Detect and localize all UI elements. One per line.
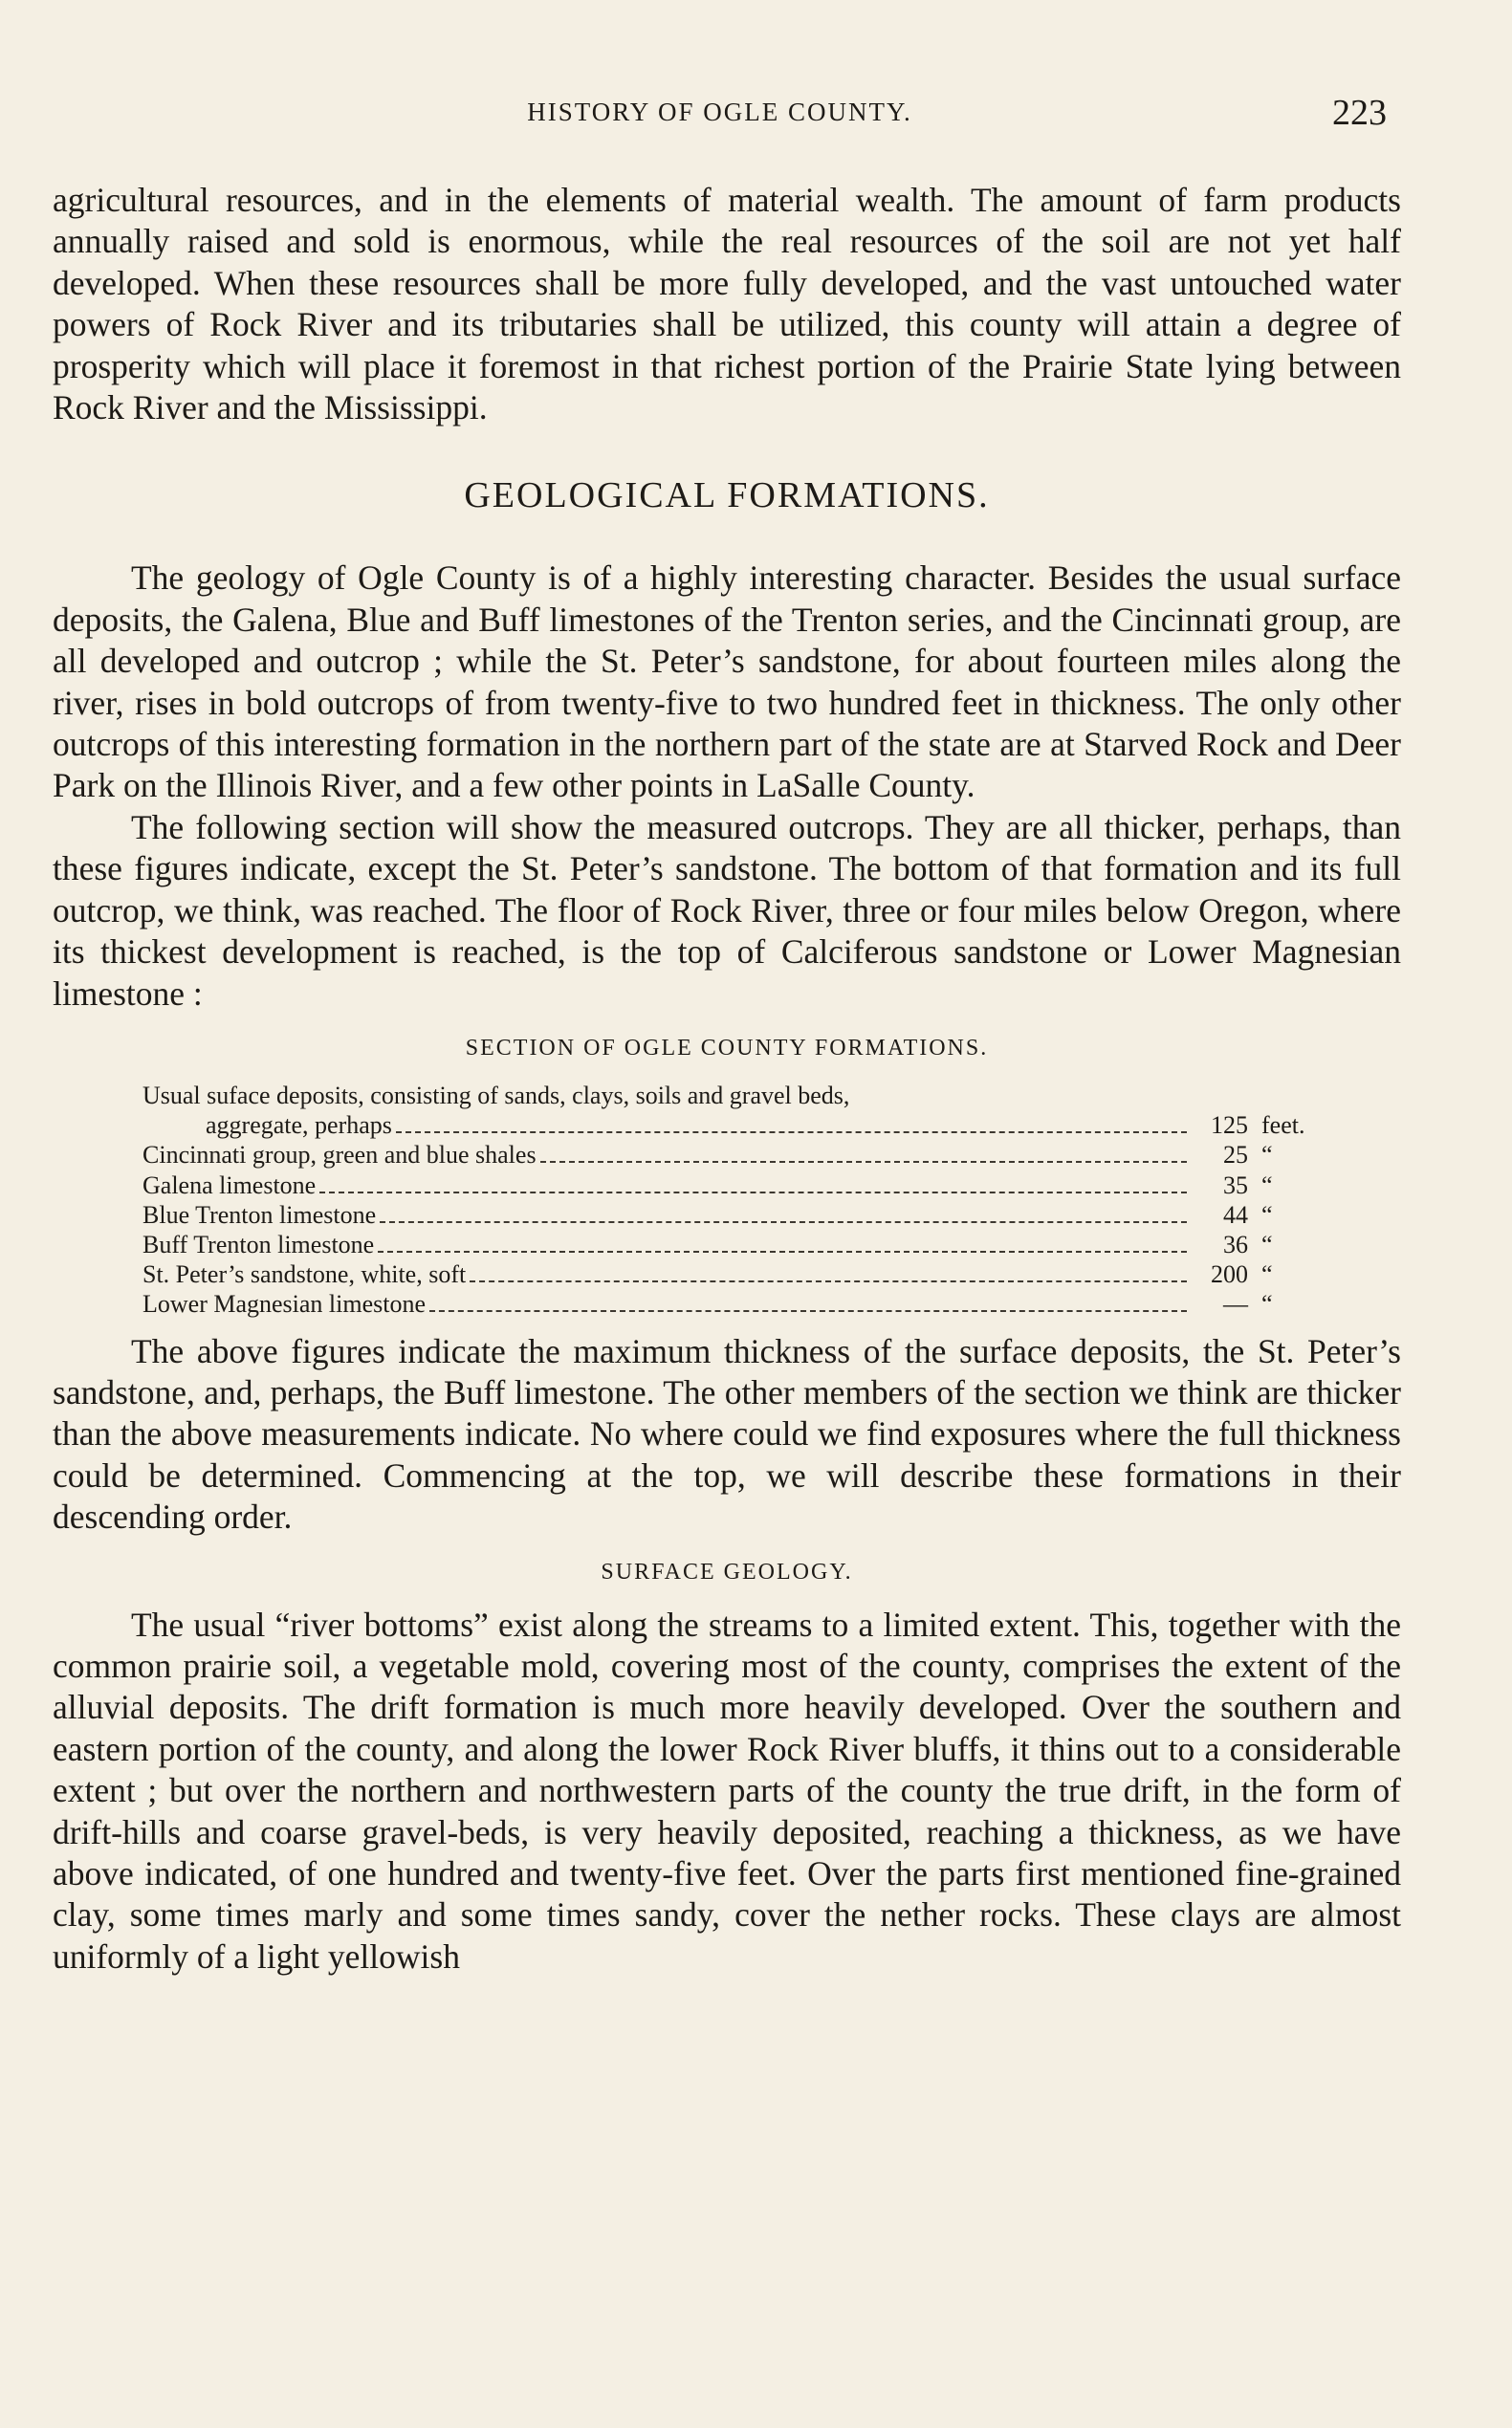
table-row-cincinnati	[142, 1140, 1349, 1170]
table-row-st-peters	[142, 1259, 1349, 1289]
page-number: 223	[1332, 93, 1387, 133]
table-row-unit: feet.	[1261, 1111, 1305, 1140]
table-row-value: 35	[1223, 1170, 1248, 1199]
running-title: HISTORY OF OGLE COUNTY.	[527, 98, 912, 126]
dotted-leader	[396, 1131, 1187, 1133]
table-row-galena	[142, 1170, 1349, 1200]
table-row-value: 36	[1223, 1230, 1248, 1258]
table-row-intro	[142, 1081, 1349, 1110]
table-row-value: 200	[1211, 1260, 1248, 1289]
surface-geology-heading: SURFACE GEOLOGY.	[601, 1559, 853, 1585]
after-table-paragraph: The above figures indicate the maximum thickness of the surface deposits, the St. Peter’s sandstone, and, perhaps, the Buff limestone. The other members of the section we think are thicker than the above measurements indicate. No where could we find exposures where the full thickness could be determined. Commencing at the top, we will describe these formations in their descending order.	[53, 1331, 1401, 1537]
surface-geology-paragraph: The usual “river bottoms” exist along the streams to a limited extent. This, together with the common prairie soil, a vegetable mold, covering most of the county, comprises the extent of the alluvial deposits. The drift formation is much more heavily developed. Over the southern and eastern portion of the county, and along the lower Rock River bluffs, it thins out to a considerable extent ; but over the northern and northwestern parts of the county the true drift, in the form of drift-hills and coarse gravel-beds, is very heavily deposited, reaching a thickness, as we have above indicated, of one hundred and twenty-five feet. Over the parts first mentioned fine-grained clay, some times marly and some times sandy, cover the nether rocks. These clays are almost uniformly of a light yellowish	[53, 1605, 1401, 1976]
running-head	[53, 92, 1387, 140]
table-row-label: Blue Trenton limestone	[142, 1200, 377, 1229]
table-row-label: Buff Trenton limestone	[142, 1230, 375, 1258]
dotted-leader	[540, 1161, 1187, 1163]
page-body	[53, 180, 1401, 1978]
table-row-label: Usual suface deposits, consisting of sands, clays, soils and gravel beds,	[142, 1081, 850, 1109]
intro-paragraph: agricultural resources, and in the elements of material wealth. The amount of farm products annually raised and sold is enormous, while the real resources of the soil are not yet half developed. When these resources shall be more fully developed, and the vast untouched water powers of Rock River and its tributaries shall be utilized, this county will attain a degree of prosperity which will place it foremost in that richest portion of the Prairie State lying between Rock River and the Mississippi.	[53, 181, 1401, 427]
table-row-blue-trenton	[142, 1200, 1349, 1230]
table-row-lower-magnesian	[142, 1289, 1349, 1319]
formations-table	[142, 1081, 1349, 1320]
table-row-label: Lower Magnesian limestone	[142, 1290, 427, 1319]
table-row-unit: “	[1261, 1290, 1273, 1319]
table-row-unit: “	[1261, 1141, 1273, 1170]
table-row-value: —	[1223, 1290, 1248, 1319]
table-row-unit: “	[1261, 1230, 1273, 1258]
dotted-leader	[378, 1251, 1187, 1253]
table-row-value: 44	[1223, 1200, 1248, 1229]
table-row-unit: “	[1261, 1170, 1273, 1199]
table-row-value: 125	[1211, 1111, 1248, 1140]
section-table-title: SECTION OF OGLE COUNTY FORMATIONS.	[465, 1035, 989, 1061]
dotted-leader	[319, 1192, 1187, 1193]
geology-paragraph-1: The geology of Ogle County is of a highly interesting character. Besides the usual surface deposits, the Galena, Blue and Buff limestones of the Trenton series, and the Cincinnati group, are all developed and outcrop ; while the St. Peter’s sandstone, for about fourteen miles along the river, rises in bold outcrops of from twenty-five to two hundred feet in thickness. The only other outcrops of this interesting formation in the northern part of the state are at Starved Rock and Deer Park on the Illinois River, and a few other points in LaSalle County.	[53, 558, 1401, 805]
geological-formations-heading: GEOLOGICAL FORMATIONS.	[464, 475, 990, 516]
geology-paragraph-2: The following section will show the measured outcrops. They are all thicker, perhaps, than these figures indicate, except the St. Peter’s sandstone. The bottom of that formation and its full outcrop, we think, was reached. The floor of Rock River, three or four miles below Oregon, where its thickest development is reached, is the top of Calciferous sandstone or Lower Magnesian limestone :	[53, 807, 1401, 1013]
table-row-label: Galena limestone	[142, 1170, 317, 1199]
table-row-surface-deposits	[142, 1110, 1349, 1140]
dotted-leader	[380, 1221, 1187, 1223]
dotted-leader	[470, 1280, 1187, 1282]
table-row-label: aggregate, perhaps	[206, 1111, 392, 1140]
table-row-unit: “	[1261, 1200, 1273, 1229]
table-row-unit: “	[1261, 1260, 1273, 1289]
table-row-buff-trenton	[142, 1230, 1349, 1259]
table-row-value: 25	[1223, 1141, 1248, 1170]
table-row-label: St. Peter’s sandstone, white, soft	[142, 1260, 467, 1289]
dotted-leader	[429, 1310, 1187, 1312]
table-row-label: Cincinnati group, green and blue shales	[142, 1141, 537, 1170]
